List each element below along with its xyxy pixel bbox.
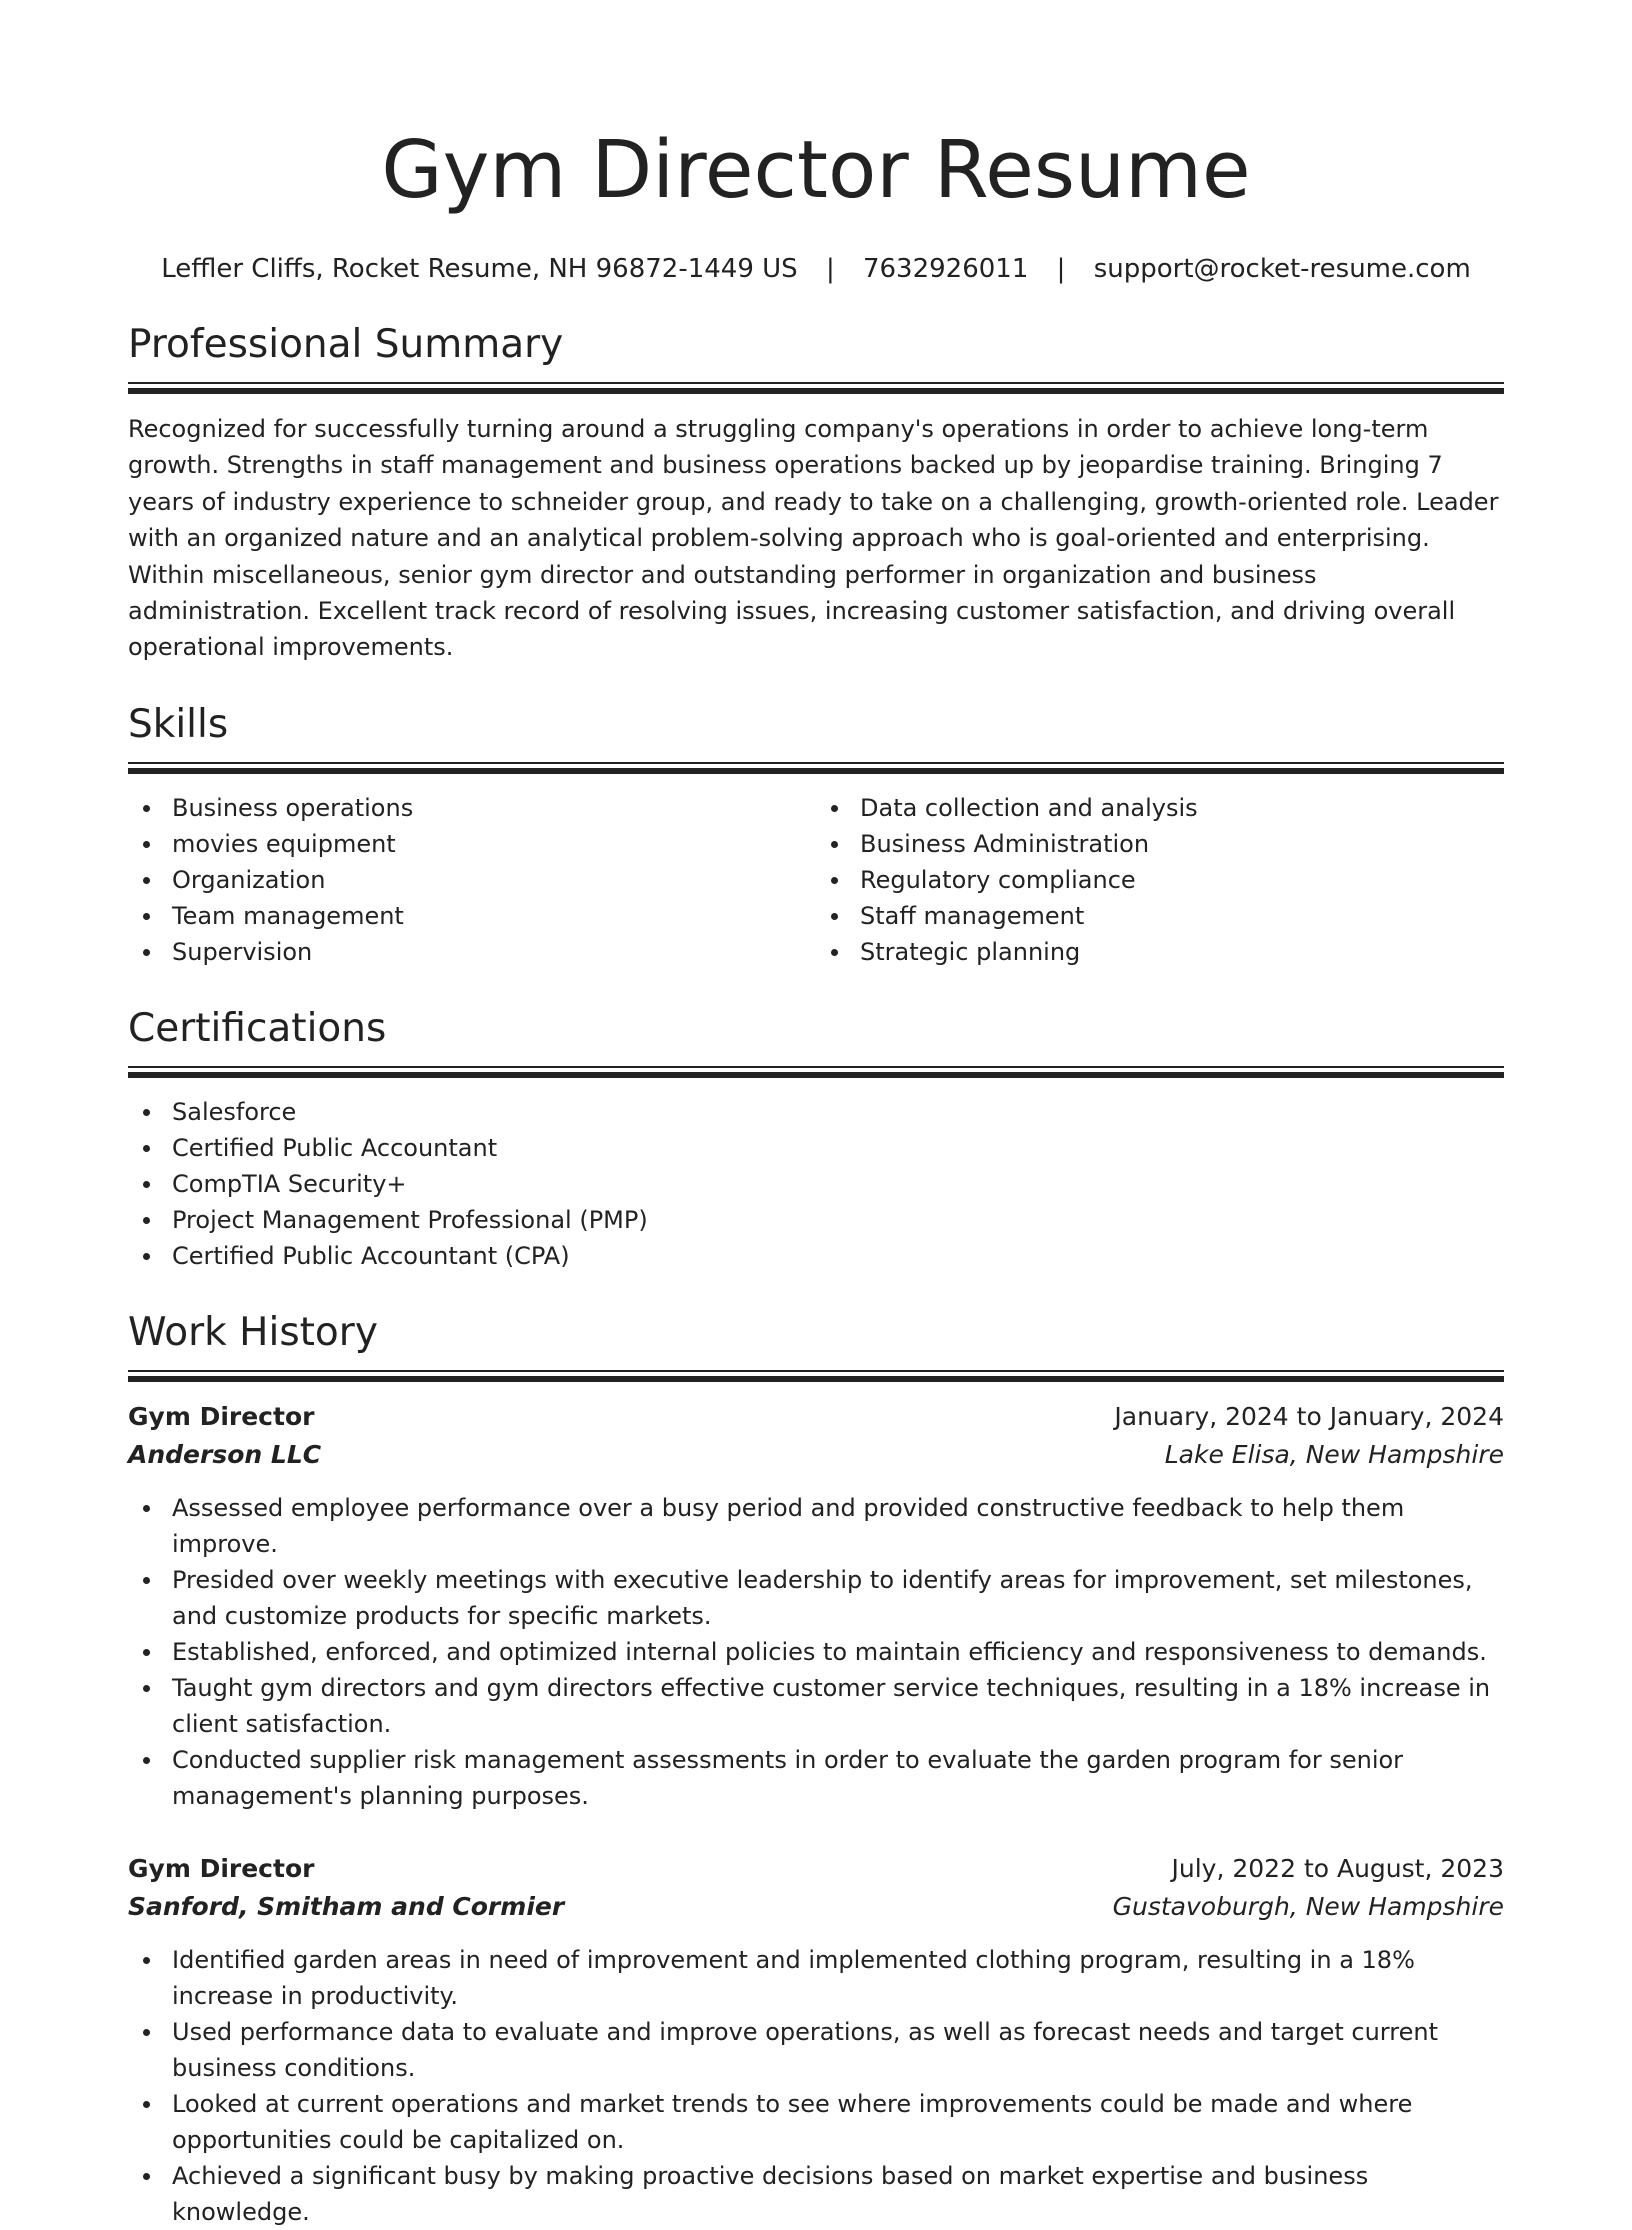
- certification-item: Certified Public Accountant (CPA): [128, 1238, 1504, 1274]
- skill-item: Business operations: [128, 790, 816, 826]
- job-company-row: [128, 1436, 1504, 1474]
- certification-item: Certified Public Accountant: [128, 1130, 1504, 1166]
- job-bullet: Established, enforced, and optimized internal policies to maintain efficiency and responsiveness to demands.: [128, 1634, 1504, 1670]
- section-divider: [128, 1370, 1504, 1382]
- job-bullet: Achieved a significant busy by making proactive decisions based on market expertise and business knowledge.: [128, 2158, 1504, 2230]
- skill-item: Staff management: [816, 898, 1504, 934]
- certifications-list: [128, 1094, 1504, 1274]
- section-divider: [128, 1066, 1504, 1078]
- job-bullet: Assessed employee performance over a busy period and provided constructive feedback to help them improve.: [128, 1490, 1504, 1562]
- skill-item: movies equipment: [128, 826, 816, 862]
- summary-section: [128, 322, 1504, 666]
- job-bullets: [128, 1490, 1504, 1814]
- job-dates: July, 2022 to August, 2023: [1171, 1853, 1504, 1883]
- job-header-row: [128, 1850, 1504, 1888]
- job-company-row: [128, 1888, 1504, 1926]
- contact-address: Leffler Cliffs, Rocket Resume, NH 96872-1449 US: [161, 254, 798, 284]
- job-company: Sanford, Smitham and Cormier: [128, 1891, 565, 1921]
- certification-item: Project Management Professional (PMP): [128, 1202, 1504, 1238]
- skills-list-left: [128, 790, 816, 970]
- page-title: Gym Director Resume: [381, 124, 1251, 216]
- job-location: Gustavoburgh, New Hampshire: [1112, 1891, 1504, 1921]
- job-bullet: Identified garden areas in need of improvement and implemented clothing program, resulting in a 18% increase in productivity.: [128, 1942, 1504, 2014]
- certifications-heading: Certifications: [128, 1005, 387, 1051]
- skill-item: Supervision: [128, 934, 816, 970]
- skills-columns: [128, 790, 1504, 970]
- contact-email: support@rocket-resume.com: [1093, 254, 1471, 284]
- contact-line: [128, 252, 1504, 286]
- summary-heading: Professional Summary: [128, 322, 564, 367]
- job-bullet: Conducted supplier risk management assessments in order to evaluate the garden program for senior management's planning purposes.: [128, 1742, 1504, 1814]
- contact-phone: 7632926011: [862, 254, 1029, 284]
- certifications-section: [128, 1006, 1504, 1274]
- job-bullet: Presided over weekly meetings with executive leadership to identify areas for improvement, set milestones, and customize products for specific markets.: [128, 1562, 1504, 1634]
- job-entry: [128, 1398, 1504, 1814]
- skill-item: Business Administration: [816, 826, 1504, 862]
- job-bullet: Looked at current operations and market trends to see where improvements could be made and where opportunities could be capitalized on.: [128, 2086, 1504, 2158]
- certification-item: CompTIA Security+: [128, 1166, 1504, 1202]
- skill-item: Strategic planning: [816, 934, 1504, 970]
- skill-item: Organization: [128, 862, 816, 898]
- work-history-heading: Work History: [128, 1309, 378, 1355]
- skill-item: Data collection and analysis: [816, 790, 1504, 826]
- summary-text: Recognized for successfully turning around a struggling company's operations in order to achieve long-term growth. Strengths in staff management and business operations backed up by jeopardise training. Bringing 7 years of industry experience to schneider group, and ready to take on a challenging, growth-oriented role. Leader with an organized nature and an analytical problem-solving approach who is goal-oriented and enterprising. Within miscellaneous, senior gym director and outstanding performer in organization and business administration. Excellent track record of resolving issues, increasing customer satisfaction, and driving overall operational improvements.: [128, 415, 1499, 662]
- skills-section: [128, 702, 1504, 970]
- job-header-row: [128, 1398, 1504, 1436]
- section-divider: [128, 762, 1504, 774]
- skills-heading: Skills: [128, 701, 229, 747]
- contact-separator: |: [1056, 254, 1066, 284]
- job-bullets: [128, 1942, 1504, 2230]
- job-title: Gym Director: [128, 1853, 315, 1883]
- work-history-section: [128, 1310, 1504, 2230]
- job-company: Anderson LLC: [128, 1439, 322, 1469]
- job-title: Gym Director: [128, 1401, 315, 1431]
- job-dates: January, 2024 to January, 2024: [1114, 1401, 1504, 1431]
- job-bullet: Used performance data to evaluate and improve operations, as well as forecast needs and target current business conditions.: [128, 2014, 1504, 2086]
- skill-item: Team management: [128, 898, 816, 934]
- job-location: Lake Elisa, New Hampshire: [1164, 1439, 1504, 1469]
- section-divider: [128, 382, 1504, 394]
- job-entry: [128, 1850, 1504, 2230]
- certification-item: Salesforce: [128, 1094, 1504, 1130]
- skills-list-right: [816, 790, 1504, 970]
- contact-separator: |: [825, 254, 835, 284]
- job-bullet: Taught gym directors and gym directors effective customer service techniques, resulting in a 18% increase in client satisfaction.: [128, 1670, 1504, 1742]
- skill-item: Regulatory compliance: [816, 862, 1504, 898]
